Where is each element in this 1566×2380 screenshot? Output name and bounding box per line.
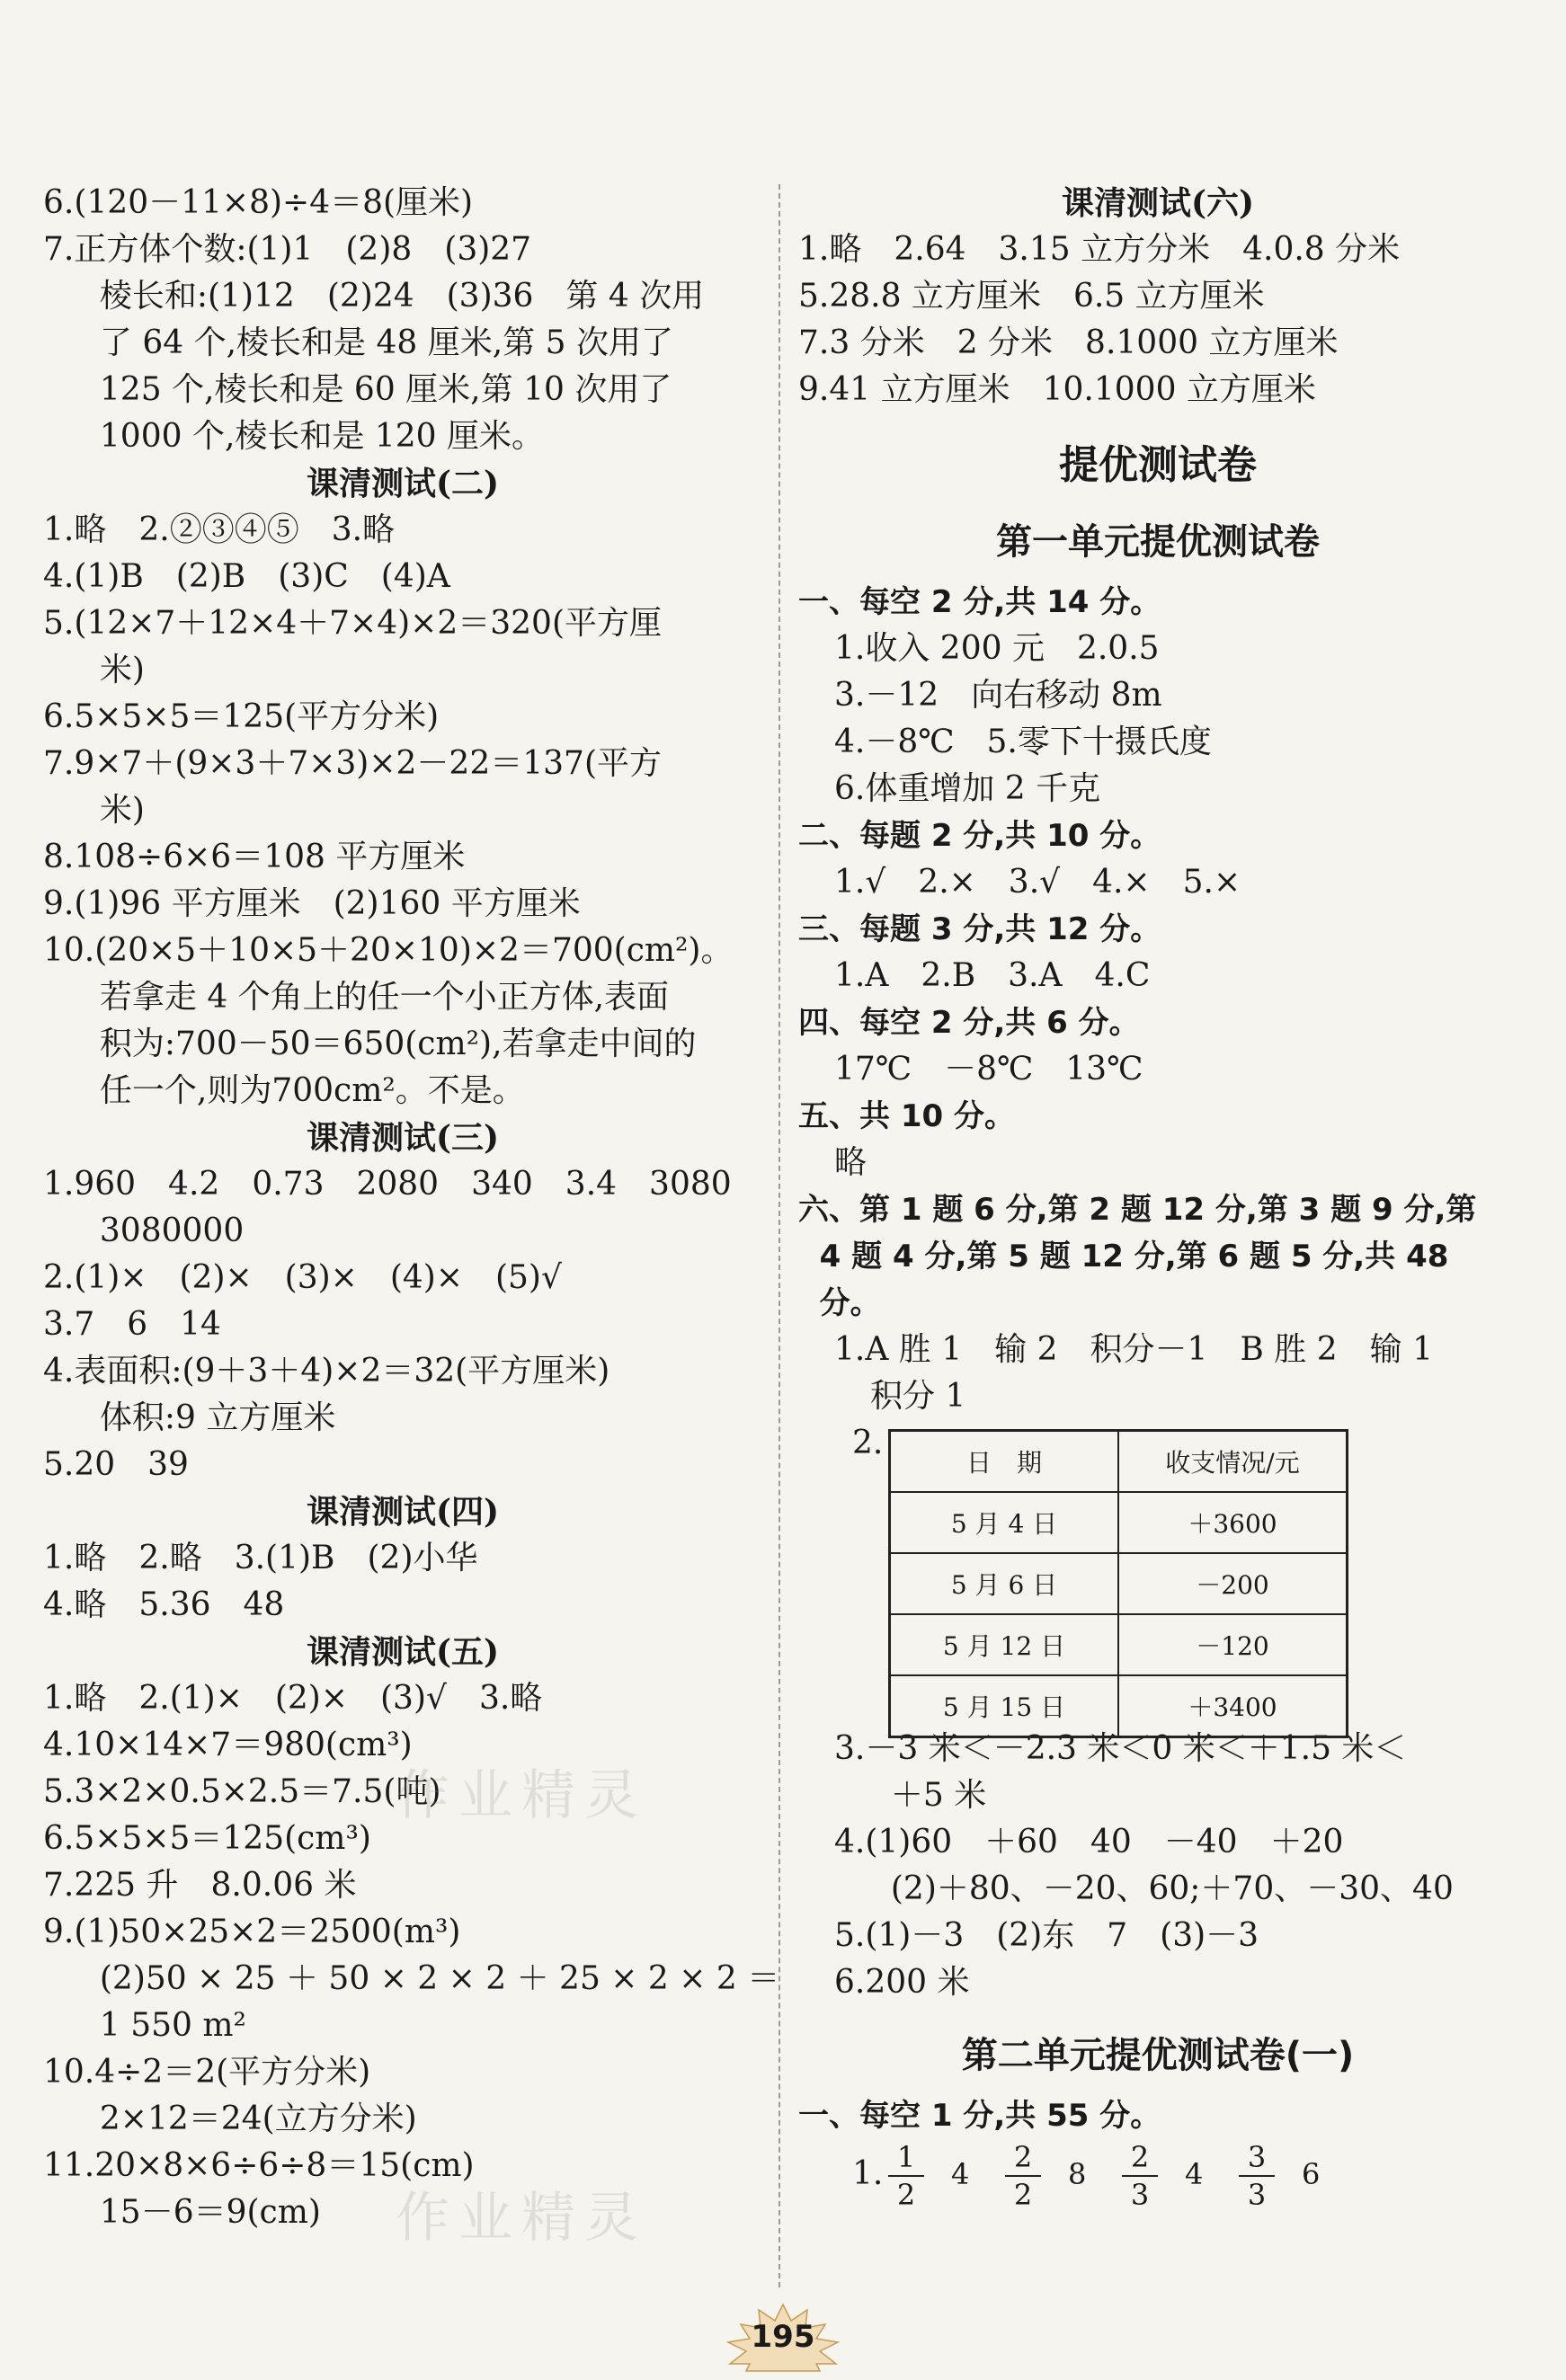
table-cell: －200 bbox=[1118, 1553, 1348, 1614]
answer-line: 1.收入 200 元 2.0.5 bbox=[834, 630, 1160, 667]
answer-line: 棱长和:(1)12 (2)24 (3)36 第 4 次用 bbox=[79, 278, 705, 315]
denominator: 2 bbox=[1013, 2178, 1033, 2212]
fraction bbox=[1239, 2139, 1275, 2213]
value: 4 bbox=[951, 2157, 970, 2191]
table-cell: －120 bbox=[1118, 1614, 1348, 1675]
answer-line: 4.(1)60 ＋60 40 －40 ＋20 bbox=[834, 1824, 1344, 1860]
answer-line: 17℃ －8℃ 13℃ bbox=[834, 1051, 1143, 1088]
answer-line: (2)＋80、－20、60;＋70、－30、40 bbox=[870, 1870, 1454, 1907]
numerator: 2 bbox=[1122, 2139, 1158, 2177]
answer-line: 4.－8℃ 5.零下十摄氏度 bbox=[834, 724, 1212, 760]
column-divider bbox=[779, 184, 780, 2287]
answer-line: 10.4÷2＝2(平方分米) bbox=[43, 2054, 371, 2091]
section-title: 课清测试(六) bbox=[1061, 184, 1255, 222]
answer-line: 1.A 2.B 3.A 4.C bbox=[834, 957, 1151, 994]
answer-line: 4.表面积:(9＋3＋4)×2＝32(平方厘米) bbox=[43, 1353, 610, 1390]
table-row bbox=[890, 1492, 1348, 1553]
question-number: 1. bbox=[852, 2155, 884, 2192]
value: 4 bbox=[1185, 2157, 1204, 2191]
table-row bbox=[890, 1614, 1348, 1675]
unit2-title: 第二单元提优测试卷(一) bbox=[961, 2035, 1355, 2076]
fraction bbox=[1122, 2139, 1158, 2213]
answer-line: 5.(12×7＋12×4＋7×4)×2＝320(平方厘 bbox=[43, 605, 662, 642]
answer-line: 1.√ 2.× 3.√ 4.× 5.× bbox=[834, 864, 1241, 901]
answer-line: 1.略 2.略 3.(1)B (2)小华 bbox=[43, 1540, 478, 1576]
table-row bbox=[890, 1675, 1348, 1737]
table-header: 日 期 bbox=[890, 1431, 1119, 1493]
answer-line: 4.略 5.36 48 bbox=[43, 1586, 285, 1623]
answer-line: 3.7 6 14 bbox=[43, 1306, 221, 1343]
fraction bbox=[1005, 2139, 1041, 2213]
answer-line: ＋5 米 bbox=[870, 1777, 987, 1814]
answer-line: 1.960 4.2 0.73 2080 340 3.4 3080 bbox=[43, 1166, 732, 1203]
answer-line: 3.－3 米＜－2.3 米＜0 米＜＋1.5 米＜ bbox=[834, 1730, 1407, 1767]
big-title: 提优测试卷 bbox=[1059, 442, 1257, 488]
answer-line: 积为:700－50＝650(cm²),若拿走中间的 bbox=[79, 1026, 697, 1062]
answer-line: 了 64 个,棱长和是 48 厘米,第 5 次用了 bbox=[79, 324, 673, 361]
fraction-answers bbox=[798, 2139, 1517, 2220]
heading: 二、每题 2 分,共 10 分。 bbox=[798, 818, 1161, 854]
denominator: 3 bbox=[1247, 2178, 1267, 2212]
denominator: 2 bbox=[896, 2178, 916, 2212]
heading: 四、每空 2 分,共 6 分。 bbox=[798, 1005, 1140, 1041]
answer-line: 1.A 胜 1 输 2 积分－1 B 胜 2 输 1 bbox=[834, 1331, 1433, 1368]
answer-line: 1000 个,棱长和是 120 厘米。 bbox=[79, 418, 544, 455]
numerator: 1 bbox=[888, 2139, 924, 2177]
answer-line: 6.200 米 bbox=[834, 1964, 970, 2001]
answer-line: 1 550 m² bbox=[79, 2007, 246, 2044]
answer-line: 4.(1)B (2)B (3)C (4)A bbox=[43, 558, 450, 595]
value: 8 bbox=[1068, 2157, 1087, 2191]
answer-line: 7.3 分米 2 分米 8.1000 立方厘米 bbox=[798, 324, 1339, 361]
heading: 分。 bbox=[798, 1285, 881, 1321]
answer-line: 5.20 39 bbox=[43, 1446, 189, 1483]
table-row bbox=[890, 1553, 1348, 1614]
answer-line: 6.5×5×5＝125(平方分米) bbox=[43, 698, 440, 735]
answer-line: 7.正方体个数:(1)1 (2)8 (3)27 bbox=[43, 231, 532, 268]
watermark: 作业精灵 bbox=[396, 1764, 647, 1827]
heading: 五、共 10 分。 bbox=[798, 1098, 1015, 1134]
answer-line: 若拿走 4 个角上的任一个小正方体,表面 bbox=[79, 979, 670, 1016]
answer-line: 9.41 立方厘米 10.1000 立方厘米 bbox=[798, 371, 1316, 408]
section-title: 课清测试(四) bbox=[306, 1493, 500, 1531]
answer-line: 6.体重增加 2 千克 bbox=[834, 770, 1101, 807]
table-cell: 5 月 6 日 bbox=[890, 1553, 1119, 1614]
answer-line: 9.(1)50×25×2＝2500(m³) bbox=[43, 1914, 461, 1950]
answer-line: 1.略 2.64 3.15 立方分米 4.0.8 分米 bbox=[798, 231, 1401, 268]
answer-line: 11.20×8×6÷6÷8＝15(cm) bbox=[43, 2147, 475, 2184]
page-number: 195 bbox=[751, 2319, 815, 2355]
answer-line: 任一个,则为700cm²。不是。 bbox=[79, 1072, 525, 1109]
table-cell: ＋3400 bbox=[1118, 1675, 1348, 1737]
answer-line: 2×12＝24(立方分米) bbox=[79, 2100, 417, 2137]
page-number-badge bbox=[719, 2301, 847, 2373]
table-header: 收支情况/元 bbox=[1118, 1431, 1348, 1493]
answer-line: 米) bbox=[79, 792, 145, 829]
answer-line: 4.10×14×7＝980(cm³) bbox=[43, 1727, 413, 1763]
section-title: 课清测试(五) bbox=[306, 1633, 500, 1671]
fraction bbox=[888, 2139, 924, 2213]
heading: 六、第 1 题 6 分,第 2 题 12 分,第 3 题 9 分,第 bbox=[798, 1192, 1477, 1228]
answer-line: 125 个,棱长和是 60 厘米,第 10 次用了 bbox=[79, 371, 672, 408]
table-cell: 5 月 12 日 bbox=[890, 1614, 1119, 1675]
answer-line: 5.28.8 立方厘米 6.5 立方厘米 bbox=[798, 278, 1265, 315]
heading: 一、每空 2 分,共 14 分。 bbox=[798, 584, 1161, 620]
income-table bbox=[888, 1429, 1348, 1738]
heading: 4 题 4 分,第 5 题 12 分,第 6 题 5 分,共 48 bbox=[798, 1239, 1449, 1274]
table-cell: ＋3600 bbox=[1118, 1492, 1348, 1553]
numerator: 2 bbox=[1005, 2139, 1041, 2177]
heading: 三、每题 3 分,共 12 分。 bbox=[798, 911, 1161, 947]
answer-line: 略 bbox=[834, 1144, 868, 1181]
answer-line: 7.9×7＋(9×3＋7×3)×2－22＝137(平方 bbox=[43, 745, 662, 782]
answer-line: 6.(120－11×8)÷4＝8(厘米) bbox=[43, 184, 474, 221]
table-cell: 5 月 15 日 bbox=[890, 1675, 1119, 1737]
answer-line: 3080000 bbox=[79, 1212, 245, 1249]
answer-line: 8.108÷6×6＝108 平方厘米 bbox=[43, 839, 466, 875]
watermark: 作业精灵 bbox=[396, 2187, 647, 2250]
answer-line: 1.略 2.②③④⑤ 3.略 bbox=[43, 511, 396, 548]
denominator: 3 bbox=[1130, 2178, 1150, 2212]
answer-line: 5.(1)－3 (2)东 7 (3)－3 bbox=[834, 1917, 1259, 1954]
answer-line: (2)50 × 25 ＋ 50 × 2 × 2 ＋ 25 × 2 × 2 ＝ bbox=[79, 1960, 780, 1997]
unit1-title: 第一单元提优测试卷 bbox=[996, 521, 1320, 563]
right-column bbox=[798, 180, 1517, 2220]
table-cell: 5 月 4 日 bbox=[890, 1492, 1119, 1553]
left-column bbox=[43, 180, 780, 2236]
answer-line: 积分 1 bbox=[870, 1378, 966, 1415]
answer-line: 5.3×2×0.5×2.5＝7.5(吨) bbox=[43, 1773, 441, 1810]
section-title: 课清测试(三) bbox=[306, 1119, 500, 1157]
answer-line: 米) bbox=[79, 652, 145, 688]
value: 6 bbox=[1302, 2157, 1321, 2191]
numerator: 3 bbox=[1239, 2139, 1275, 2177]
answer-line: 2.(1)× (2)× (3)× (4)× (5)√ bbox=[43, 1259, 562, 1296]
heading: 一、每空 1 分,共 55 分。 bbox=[798, 2098, 1161, 2134]
answer-line: 6.5×5×5＝125(cm³) bbox=[43, 1820, 371, 1857]
answer-line: 1.略 2.(1)× (2)× (3)√ 3.略 bbox=[43, 1680, 543, 1717]
question-number: 2. bbox=[852, 1425, 884, 1461]
answer-line: 3.－12 向右移动 8m bbox=[834, 677, 1162, 714]
income-table-block bbox=[798, 1420, 1517, 1726]
answer-line: 7.225 升 8.0.06 米 bbox=[43, 1867, 357, 1904]
answer-line: 15－6＝9(cm) bbox=[79, 2194, 321, 2231]
answer-line: 9.(1)96 平方厘米 (2)160 平方厘米 bbox=[43, 885, 581, 922]
answer-line: 10.(20×5＋10×5＋20×10)×2＝700(cm²)。 bbox=[43, 932, 734, 969]
answer-line: 体积:9 立方厘米 bbox=[79, 1399, 336, 1436]
section-title: 课清测试(二) bbox=[306, 465, 500, 502]
